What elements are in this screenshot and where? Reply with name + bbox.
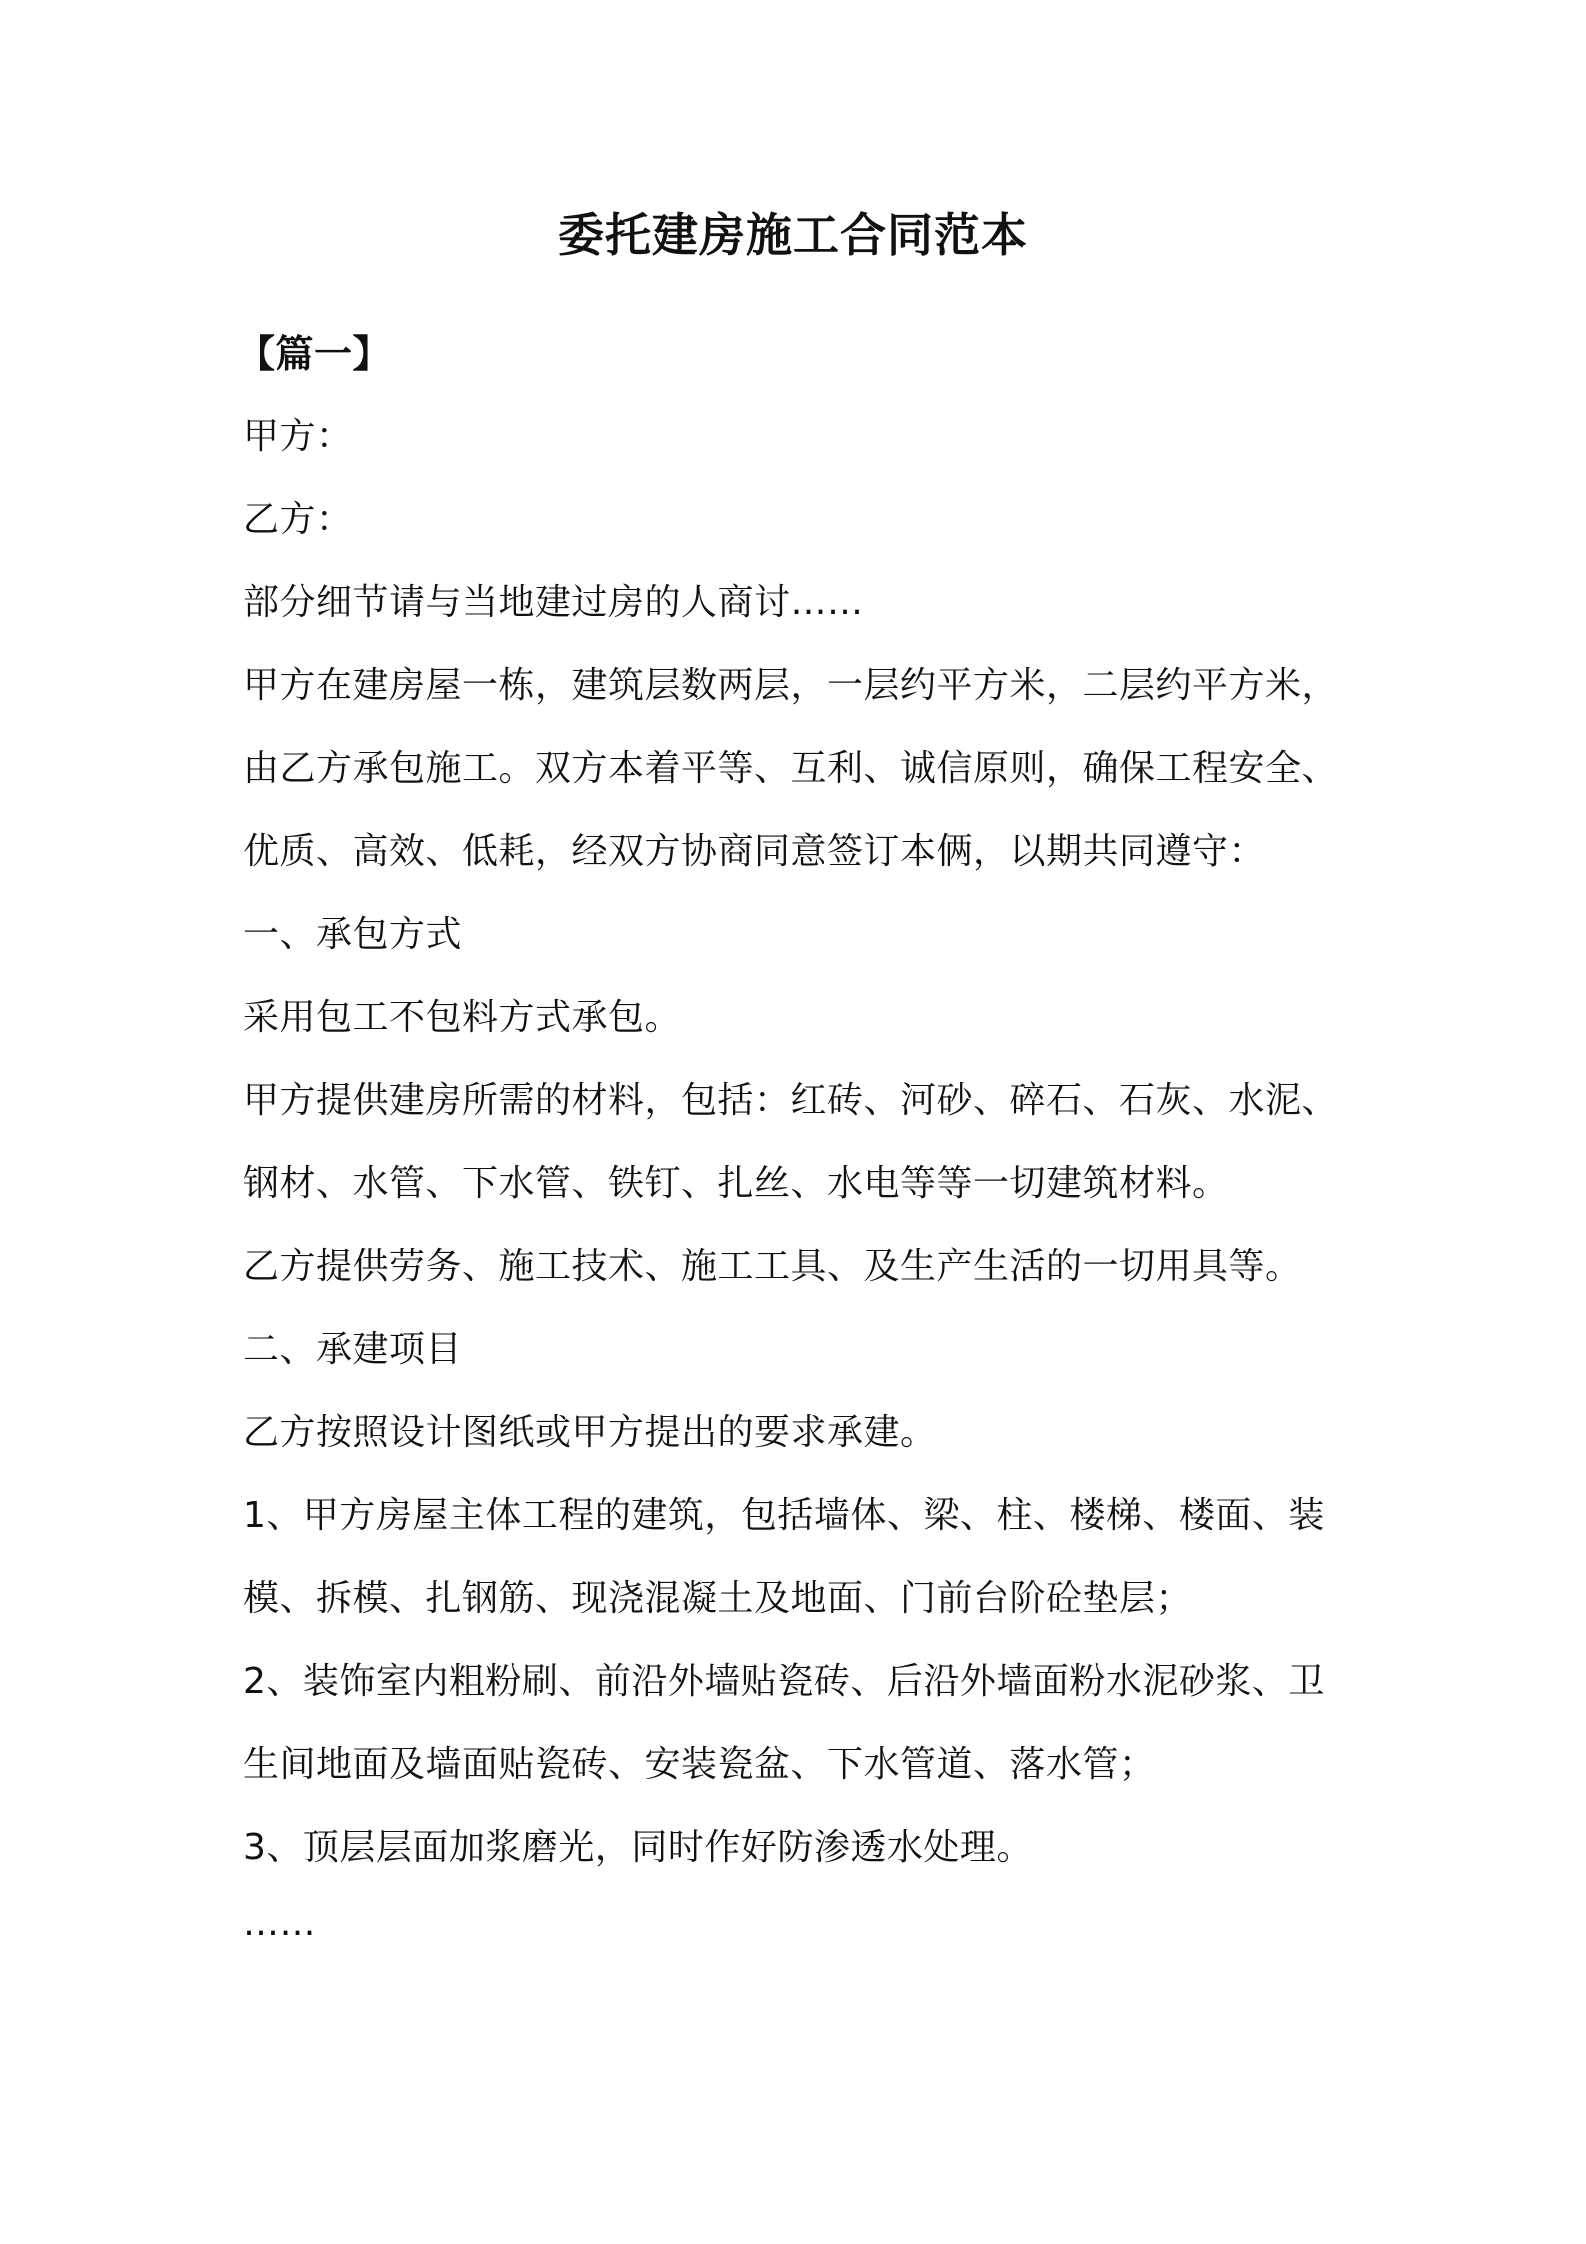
list-item-3: 3、顶层层面加浆磨光，同时作好防渗透水处理。 <box>243 1827 1033 1868</box>
section-heading-1: 一、承包方式 <box>243 914 463 955</box>
paragraph-line: 甲方提供建房所需的材料，包括：红砖、河砂、碎石、石灰、水泥、 <box>243 1080 1339 1121</box>
paragraph-line: 钢材、水管、下水管、铁钉、扎丝、水电等等一切建筑材料。 <box>243 1163 1229 1204</box>
section-heading-2: 二、承建项目 <box>243 1329 463 1370</box>
party-a-line: 甲方： <box>243 416 353 457</box>
paragraph-line: 采用包工不包料方式承包。 <box>243 997 682 1038</box>
document-title: 委托建房施工合同范本 <box>558 208 1028 262</box>
note-line: 部分细节请与当地建过房的人商讨…… <box>243 582 864 623</box>
paragraph-line: 乙方提供劳务、施工技术、施工工具、及生产生活的一切用具等。 <box>243 1246 1302 1287</box>
paragraph-line: 乙方按照设计图纸或甲方提出的要求承建。 <box>243 1412 937 1453</box>
list-item-1-cont: 模、拆模、扎钢筋、现浇混凝土及地面、门前台阶砼垫层； <box>243 1578 1193 1619</box>
paragraph-line: 由乙方承包施工。双方本着平等、互利、诚信原则，确保工程安全、 <box>243 748 1339 789</box>
paragraph-line: 甲方在建房屋一栋，建筑层数两层，一层约平方米，二层约平方米， <box>243 665 1339 706</box>
list-item-2-cont: 生间地面及墙面贴瓷砖、安装瓷盆、下水管道、落水管； <box>243 1744 1156 1785</box>
section-tag: 【篇一】 <box>237 332 392 376</box>
paragraph-line: 优质、高效、低耗，经双方协商同意签订本俩，以期共同遵守： <box>243 831 1266 872</box>
list-item-2: 2、装饰室内粗粉刷、前沿外墙贴瓷砖、后沿外墙面粉水泥砂浆、卫 <box>243 1661 1325 1702</box>
list-item-1: 1、甲方房屋主体工程的建筑，包括墙体、梁、柱、楼梯、楼面、装 <box>243 1495 1325 1536</box>
party-b-line: 乙方： <box>243 499 353 540</box>
ellipsis: …… <box>243 1903 316 1944</box>
